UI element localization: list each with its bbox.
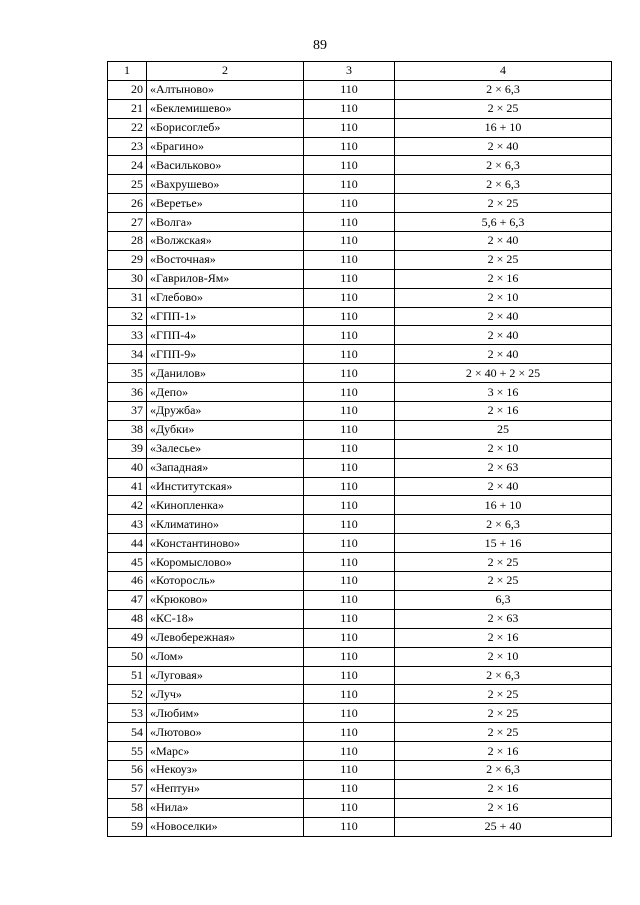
voltage-cell: 110 [304,572,395,591]
capacity-cell: 2 × 63 [395,458,612,477]
voltage-cell: 110 [304,118,395,137]
substation-name: «Депо» [147,383,304,402]
row-number: 28 [108,232,147,251]
capacity-cell: 25 + 40 [395,817,612,836]
table-row [108,685,612,704]
row-number: 54 [108,723,147,742]
table-row [108,326,612,345]
row-number: 50 [108,647,147,666]
row-number: 59 [108,817,147,836]
substation-name: «Залесье» [147,439,304,458]
capacity-cell: 2 × 25 [395,685,612,704]
substation-name: «Институтская» [147,477,304,496]
table-row [108,345,612,364]
row-number: 43 [108,515,147,534]
capacity-cell: 6,3 [395,590,612,609]
voltage-cell: 110 [304,383,395,402]
table-row [108,194,612,213]
header-col-1: 1 [108,62,147,81]
table-row [108,572,612,591]
row-number: 22 [108,118,147,137]
voltage-cell: 110 [304,534,395,553]
voltage-cell: 110 [304,137,395,156]
capacity-cell: 3 × 16 [395,383,612,402]
row-number: 33 [108,326,147,345]
table-body [108,62,612,837]
page-number: 89 [313,38,327,53]
voltage-cell: 110 [304,647,395,666]
table-row [108,439,612,458]
voltage-cell: 110 [304,269,395,288]
table-row [108,420,612,439]
substation-name: «Марс» [147,742,304,761]
substation-name: «Крюково» [147,590,304,609]
table-row [108,798,612,817]
substations-table [107,61,612,837]
table-row [108,402,612,421]
voltage-cell: 110 [304,628,395,647]
capacity-cell: 2 × 25 [395,194,612,213]
table-row [108,534,612,553]
capacity-cell: 2 × 63 [395,609,612,628]
table-row [108,590,612,609]
header-col-2: 2 [147,62,304,81]
capacity-cell: 2 × 25 [395,723,612,742]
table-row [108,364,612,383]
table-row [108,269,612,288]
capacity-cell: 2 × 10 [395,647,612,666]
table-row [108,609,612,628]
voltage-cell: 110 [304,760,395,779]
voltage-cell: 110 [304,175,395,194]
row-number: 52 [108,685,147,704]
voltage-cell: 110 [304,307,395,326]
table-row [108,779,612,798]
voltage-cell: 110 [304,326,395,345]
table-row [108,175,612,194]
table-row [108,288,612,307]
substation-name: «Любим» [147,704,304,723]
voltage-cell: 110 [304,779,395,798]
voltage-cell: 110 [304,364,395,383]
substation-name: «Беклемишево» [147,99,304,118]
row-number: 39 [108,439,147,458]
voltage-cell: 110 [304,798,395,817]
capacity-cell: 2 × 16 [395,269,612,288]
substation-name: «Дубки» [147,420,304,439]
voltage-cell: 110 [304,496,395,515]
voltage-cell: 110 [304,99,395,118]
row-number: 58 [108,798,147,817]
voltage-cell: 110 [304,515,395,534]
substation-name: «Борисоглеб» [147,118,304,137]
substation-name: «Некоуз» [147,760,304,779]
row-number: 21 [108,99,147,118]
table-row [108,647,612,666]
voltage-cell: 110 [304,742,395,761]
voltage-cell: 110 [304,250,395,269]
voltage-cell: 110 [304,402,395,421]
header-col-4: 4 [395,62,612,81]
voltage-cell: 110 [304,156,395,175]
capacity-cell: 2 × 16 [395,402,612,421]
capacity-cell: 25 [395,420,612,439]
substation-name: «Васильково» [147,156,304,175]
row-number: 57 [108,779,147,798]
row-number: 23 [108,137,147,156]
row-number: 30 [108,269,147,288]
table-row [108,80,612,99]
capacity-cell: 2 × 40 [395,345,612,364]
row-number: 37 [108,402,147,421]
substation-name: «Коромыслово» [147,553,304,572]
table-row [108,515,612,534]
row-number: 51 [108,666,147,685]
capacity-cell: 2 × 25 [395,99,612,118]
substation-name: «Луговая» [147,666,304,685]
substation-name: «Волжская» [147,232,304,251]
capacity-cell: 2 × 16 [395,779,612,798]
substation-name: «Которосль» [147,572,304,591]
table-row [108,213,612,232]
row-number: 38 [108,420,147,439]
substation-name: «Гаврилов-Ям» [147,269,304,288]
voltage-cell: 110 [304,288,395,307]
substation-name: «Данилов» [147,364,304,383]
substation-name: «Кинопленка» [147,496,304,515]
table-row [108,817,612,836]
voltage-cell: 110 [304,420,395,439]
row-number: 25 [108,175,147,194]
voltage-cell: 110 [304,553,395,572]
substation-name: «ГПП-9» [147,345,304,364]
capacity-cell: 2 × 40 [395,307,612,326]
table-row [108,723,612,742]
capacity-cell: 2 × 16 [395,742,612,761]
table-row [108,496,612,515]
capacity-cell: 2 × 6,3 [395,666,612,685]
capacity-cell: 2 × 16 [395,628,612,647]
table-header-row [108,62,612,81]
substation-name: «Алтыново» [147,80,304,99]
row-number: 45 [108,553,147,572]
row-number: 49 [108,628,147,647]
substation-name: «Западная» [147,458,304,477]
capacity-cell: 5,6 + 6,3 [395,213,612,232]
row-number: 46 [108,572,147,591]
table-row [108,553,612,572]
capacity-cell: 2 × 40 [395,232,612,251]
row-number: 34 [108,345,147,364]
substation-name: «Брагино» [147,137,304,156]
table-row [108,250,612,269]
substation-name: «ГПП-4» [147,326,304,345]
voltage-cell: 110 [304,477,395,496]
capacity-cell: 2 × 6,3 [395,175,612,194]
capacity-cell: 16 + 10 [395,496,612,515]
capacity-cell: 16 + 10 [395,118,612,137]
row-number: 20 [108,80,147,99]
substation-name: «Глебово» [147,288,304,307]
substation-name: «Климатино» [147,515,304,534]
row-number: 40 [108,458,147,477]
row-number: 41 [108,477,147,496]
table-row [108,383,612,402]
row-number: 36 [108,383,147,402]
table-row [108,477,612,496]
table-row [108,307,612,326]
table-row [108,742,612,761]
row-number: 42 [108,496,147,515]
capacity-cell: 2 × 6,3 [395,80,612,99]
voltage-cell: 110 [304,609,395,628]
voltage-cell: 110 [304,704,395,723]
voltage-cell: 110 [304,666,395,685]
capacity-cell: 2 × 6,3 [395,515,612,534]
capacity-cell: 2 × 40 [395,137,612,156]
capacity-cell: 15 + 16 [395,534,612,553]
capacity-cell: 2 × 6,3 [395,760,612,779]
substation-name: «Лютово» [147,723,304,742]
capacity-cell: 2 × 10 [395,439,612,458]
row-number: 35 [108,364,147,383]
voltage-cell: 110 [304,194,395,213]
substation-name: «Нила» [147,798,304,817]
substation-name: «Дружба» [147,402,304,421]
table-row [108,99,612,118]
substation-name: «Вахрушево» [147,175,304,194]
substation-name: «Лом» [147,647,304,666]
table-row [108,137,612,156]
table-row [108,118,612,137]
substation-name: «КС-18» [147,609,304,628]
substation-name: «Веретье» [147,194,304,213]
substation-name: «ГПП-1» [147,307,304,326]
voltage-cell: 110 [304,685,395,704]
substation-name: «Волга» [147,213,304,232]
capacity-cell: 2 × 40 [395,326,612,345]
substation-name: «Восточная» [147,250,304,269]
voltage-cell: 110 [304,458,395,477]
row-number: 55 [108,742,147,761]
row-number: 44 [108,534,147,553]
capacity-cell: 2 × 25 [395,553,612,572]
table-row [108,760,612,779]
table-row [108,156,612,175]
row-number: 26 [108,194,147,213]
substation-name: «Луч» [147,685,304,704]
row-number: 27 [108,213,147,232]
voltage-cell: 110 [304,723,395,742]
voltage-cell: 110 [304,439,395,458]
voltage-cell: 110 [304,232,395,251]
table-row [108,666,612,685]
capacity-cell: 2 × 10 [395,288,612,307]
header-col-3: 3 [304,62,395,81]
table-row [108,628,612,647]
capacity-cell: 2 × 40 [395,477,612,496]
row-number: 53 [108,704,147,723]
table-row [108,232,612,251]
capacity-cell: 2 × 40 + 2 × 25 [395,364,612,383]
capacity-cell: 2 × 16 [395,798,612,817]
substation-name: «Нептун» [147,779,304,798]
table-row [108,458,612,477]
voltage-cell: 110 [304,817,395,836]
voltage-cell: 110 [304,345,395,364]
substation-name: «Новоселки» [147,817,304,836]
voltage-cell: 110 [304,213,395,232]
table-row [108,704,612,723]
substation-name: «Константиново» [147,534,304,553]
row-number: 47 [108,590,147,609]
row-number: 31 [108,288,147,307]
row-number: 24 [108,156,147,175]
capacity-cell: 2 × 25 [395,572,612,591]
row-number: 32 [108,307,147,326]
row-number: 56 [108,760,147,779]
capacity-cell: 2 × 6,3 [395,156,612,175]
voltage-cell: 110 [304,590,395,609]
capacity-cell: 2 × 25 [395,250,612,269]
voltage-cell: 110 [304,80,395,99]
row-number: 48 [108,609,147,628]
capacity-cell: 2 × 25 [395,704,612,723]
substation-name: «Левобережная» [147,628,304,647]
row-number: 29 [108,250,147,269]
